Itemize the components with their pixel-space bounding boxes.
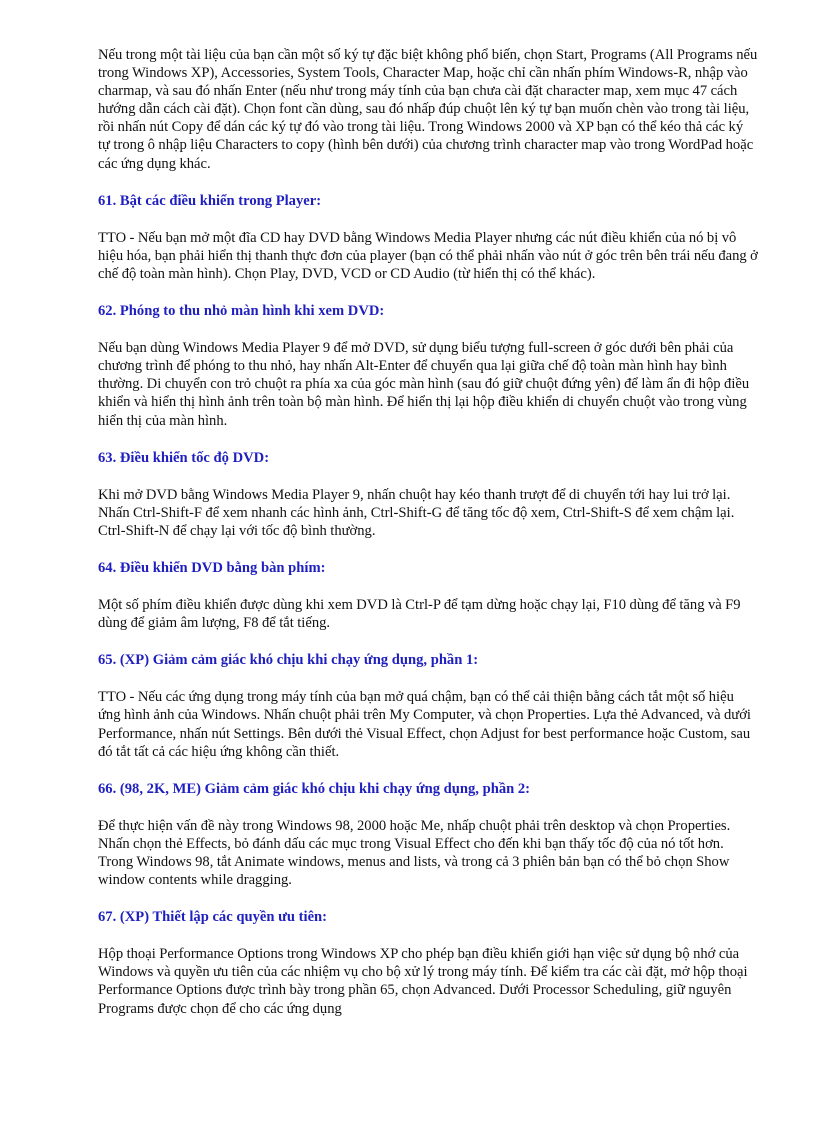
heading-66: 66. (98, 2K, ME) Giảm cảm giác khó chịu khi chạy ứng dụng, phần 2: bbox=[98, 780, 531, 797]
heading-65: 65. (XP) Giảm cảm giác khó chịu khi chạy ứng dụng, phần 1: bbox=[98, 652, 479, 669]
paragraph-61: TTO - Nếu bạn mở một đĩa CD hay DVD bằng Windows Media Player nhưng các nút điều khiển của nó bị vô hiệu hóa, bạn phải hiển thị thanh thực đơn của player (bạn có thể phải nhấn vào nút ở góc trên bên trái nếu đang ở chế độ toàn màn hình). Chọn Play, DVD, VCD or CD Audio (từ hiển thị có thể khác). bbox=[98, 229, 758, 282]
paragraph-62: Nếu bạn dùng Windows Media Player 9 để mở DVD, sử dụng biểu tượng full-screen ở góc dưới bên phải của chương trình để phóng to thu nhỏ, hay nhấn Alt-Enter để chuyển qua lại giữa chế độ toàn màn hình hay bình thường. Di chuyển con trỏ chuột ra phía xa của góc màn hình (sau đó giữ chuột đứng yên) để làm ẩn đi hộp điều khiển và hiển thị hình ảnh trên toàn bộ màn hình. Để hiển thị lại hộp điều khiển di chuyển chuột vào trong vùng hiển thị của màn hình. bbox=[98, 340, 750, 429]
heading-63: 63. Điều khiển tốc độ DVD: bbox=[98, 449, 270, 466]
paragraph-67: Hộp thoại Performance Options trong Windows XP cho phép bạn điều khiển giới hạn việc sử dụng bộ nhớ của Windows và quyền ưu tiên của các nhiệm vụ cho bộ xử lý trong máy tính. Để kiểm tra các cài đặt, mở hộp thoại Performance Options được trình bày trong phần 65, chọn Advanced. Dưới Processor Scheduling, giữ nguyên Programs được chọn để cho các ứng dụng bbox=[98, 946, 748, 1017]
paragraph-63: Khi mở DVD bằng Windows Media Player 9, nhấn chuột hay kéo thanh trượt để di chuyển tới hay lui trở lại. Nhấn Ctrl-Shift-F để xem nhanh các hình ảnh, Ctrl-Shift-G để tăng tốc độ xem, Ctrl-Shift-S để xem chậm lại. Ctrl-Shift-N để chạy lại với tốc độ bình thường. bbox=[98, 486, 735, 539]
paragraph-66: Để thực hiện vấn đề này trong Windows 98, 2000 hoặc Me, nhấp chuột phải trên desktop và chọn Properties. Nhấn chọn thẻ Effects, bỏ đánh dấu các mục trong Visual Effect cho đến khi bạn thấy tốc độ của nó tốt hơn. Trong Windows 98, tắt Animate windows, menus and lists, và trong cả 3 phiên bản bạn có thể bỏ chọn Show window contents while dragging. bbox=[98, 817, 731, 889]
heading-62: 62. Phóng to thu nhỏ màn hình khi xem DVD: bbox=[98, 303, 385, 320]
heading-61: 61. Bật các điều khiển trong Player: bbox=[98, 192, 322, 209]
document-page bbox=[98, 46, 758, 1037]
heading-67: 67. (XP) Thiết lập các quyền ưu tiên: bbox=[98, 909, 328, 926]
intro-paragraph: Nếu trong một tài liệu của bạn cần một số ký tự đặc biệt không phổ biến, chọn Start, Programs (All Programs nếu trong Windows XP), Accessories, System Tools, Character Map, hoặc chỉ cần nhấn phím Windows-R, nhập vào charmap, và sau đó nhấn Enter (nếu như trong máy tính của bạn chưa cài đặt character map, xem mục 47 cách hướng dẫn cách cài đặt). Chọn font cần dùng, sau đó nhấp đúp chuột lên ký tự bạn muốn chèn vào trong tài liệu, rồi nhấn nút Copy để dán các ký tự đó vào trong tài liệu. Trong Windows 2000 và XP bạn có thể kéo thả các ký tự trong ô nhập liệu Characters to copy (hình bên dưới) của chương trình character map vào trong WordPad hoặc các ứng dụng khác. bbox=[98, 47, 758, 172]
paragraph-65: TTO - Nếu các ứng dụng trong máy tính của bạn mở quá chậm, bạn có thể cải thiện bằng cách tắt một số hiệu ứng hình ảnh của Windows. Nhấn chuột phải trên My Computer, và chọn Properties. Lựa thẻ Advanced, và dưới Performance, nhấn nút Settings. Bên dưới thẻ Visual Effect, chọn Adjust for best performance hoặc Custom, sau đó tắt tất cả các hiệu ứng không cần thiết. bbox=[98, 689, 751, 760]
heading-64: 64. Điều khiển DVD bằng bàn phím: bbox=[98, 559, 326, 576]
paragraph-64: Một số phím điều khiển được dùng khi xem DVD là Ctrl-P để tạm dừng hoặc chạy lại, F10 dùng để tăng và F9 dùng để giảm âm lượng, F8 để tắt tiếng. bbox=[98, 597, 741, 632]
